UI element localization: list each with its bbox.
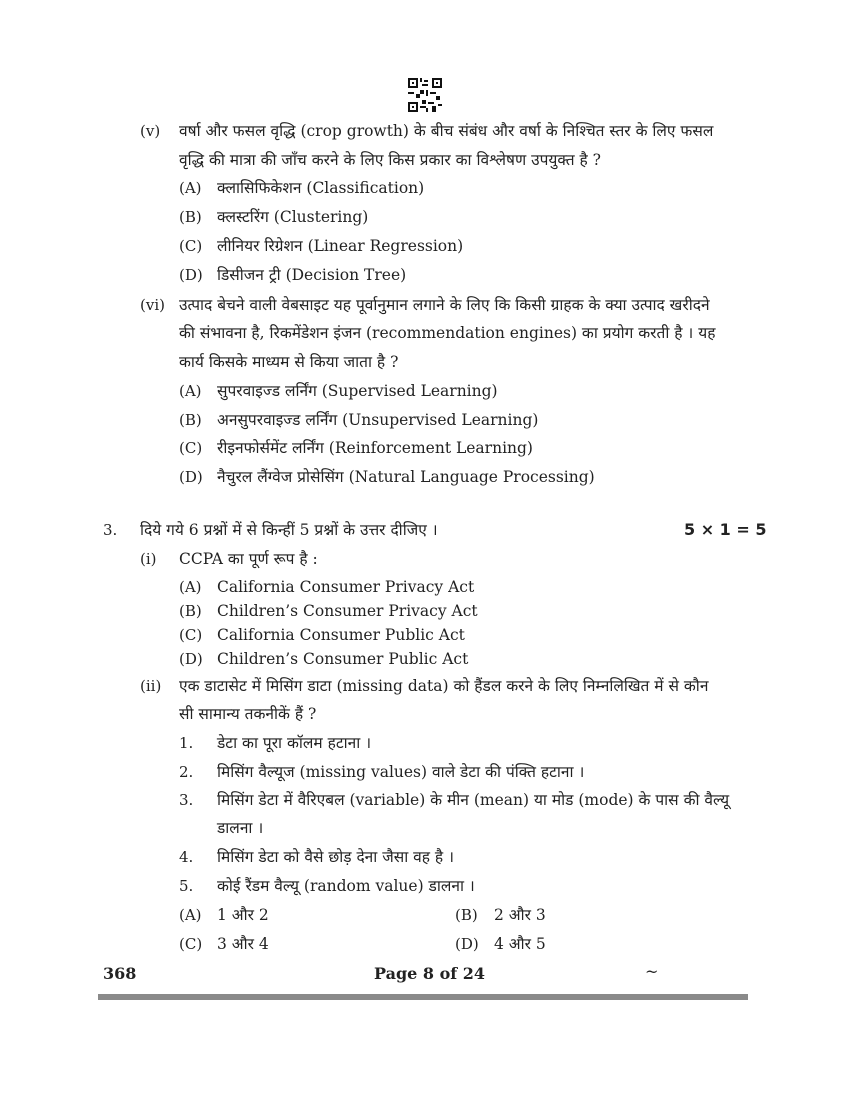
question-text: एक डाटासेट में मिसिंग डाटा (missing data) को हैंडल करने के लिए निम्नलिखित में से कौन: [179, 677, 709, 695]
option-label: (B): [179, 602, 202, 620]
marks-allocation: 5 × 1 = 5: [684, 520, 767, 539]
option-text: क्लस्टरिंग (Clustering): [217, 208, 369, 226]
question-text: उत्पाद बेचने वाली वेबसाइट यह पूर्वानुमान लगाने के लिए कि किसी ग्राहक के क्या उत्पाद खरीदने: [179, 296, 710, 314]
option-label: (C): [179, 237, 203, 255]
option-text: अनसुपरवाइज्ड लर्निंग (Unsupervised Learning): [217, 411, 539, 429]
option-text: 1 और 2: [217, 906, 269, 924]
option-text: रीइनफोर्समेंट लर्निंग (Reinforcement Learning): [217, 439, 533, 457]
item-text: मिसिंग डेटा को वैसे छोड़ देना जैसा वह है ।: [217, 848, 454, 866]
option-text: 3 और 4: [217, 935, 269, 953]
item-text: मिसिंग डेटा में वैरिएबल (variable) के मीन (mean) या मोड (mode) के पास की वैल्यू: [217, 791, 730, 809]
footer-divider: [98, 994, 748, 1000]
option-label: (C): [179, 439, 203, 457]
option-label: (A): [179, 179, 202, 197]
option-text: 4 और 5: [494, 935, 546, 953]
question-text: CCPA का पूर्ण रूप है :: [179, 550, 318, 568]
option-label: (B): [455, 906, 478, 924]
item-number: 5.: [179, 877, 194, 895]
page-number: Page 8 of 24: [374, 964, 485, 983]
question-number: (vi): [140, 296, 165, 314]
option-label: (C): [179, 935, 203, 953]
option-label: (A): [179, 578, 202, 596]
option-text: 2 और 3: [494, 906, 546, 924]
option-text: डिसीजन ट्री (Decision Tree): [217, 266, 407, 284]
question-text: वृद्धि की मात्रा की जाँच करने के लिए किस प्रकार का विश्लेषण उपयुक्त है ?: [179, 151, 601, 169]
question-text: वर्षा और फसल वृद्धि (crop growth) के बीच संबंध और वर्षा के निश्चित स्तर के लिए फसल: [179, 122, 714, 140]
item-text: डालना ।: [217, 819, 264, 837]
question-instruction: दिये गये 6 प्रश्नों में से किन्हीं 5 प्रश्नों के उत्तर दीजिए ।: [140, 521, 438, 539]
option-label: (D): [179, 266, 203, 284]
option-label: (D): [179, 650, 203, 668]
question-text: की संभावना है, रिकमेंडेशन इंजन (recommendation engines) का प्रयोग करती है । यह: [179, 324, 716, 342]
question-number: (i): [140, 550, 157, 568]
option-text: लीनियर रिग्रेशन (Linear Regression): [217, 237, 464, 255]
item-number: 3.: [179, 791, 194, 809]
option-label: (B): [179, 208, 202, 226]
option-label: (B): [179, 411, 202, 429]
item-text: कोई रैंडम वैल्यू (random value) डालना ।: [217, 877, 475, 895]
option-text: सुपरवाइज्ड लर्निंग (Supervised Learning): [217, 382, 498, 400]
qr-code-icon: [408, 78, 442, 112]
item-number: 1.: [179, 734, 194, 752]
option-label: (A): [179, 382, 202, 400]
question-number: (v): [140, 122, 161, 140]
question-text: सी सामान्य तकनीकें हैं ?: [179, 705, 317, 723]
paper-code: 368: [103, 964, 137, 983]
question-number: (ii): [140, 677, 162, 695]
option-text: नैचुरल लैंग्वेज प्रोसेसिंग (Natural Language Processing): [217, 468, 595, 486]
question-number: 3.: [103, 521, 118, 539]
option-label: (A): [179, 906, 202, 924]
footer-mark: ~: [645, 962, 659, 981]
option-text: California Consumer Privacy Act: [217, 578, 475, 596]
item-number: 4.: [179, 848, 194, 866]
option-text: Children’s Consumer Public Act: [217, 650, 469, 668]
option-text: क्लासिफिकेशन (Classification): [217, 179, 425, 197]
item-text: मिसिंग वैल्यूज (missing values) वाले डेटा की पंक्ति हटाना ।: [217, 763, 585, 781]
item-number: 2.: [179, 763, 194, 781]
option-text: Children’s Consumer Privacy Act: [217, 602, 478, 620]
option-label: (D): [179, 468, 203, 486]
question-text: कार्य किसके माध्यम से किया जाता है ?: [179, 353, 399, 371]
item-text: डेटा का पूरा कॉलम हटाना ।: [217, 734, 372, 752]
option-text: California Consumer Public Act: [217, 626, 465, 644]
option-label: (D): [455, 935, 479, 953]
option-label: (C): [179, 626, 203, 644]
